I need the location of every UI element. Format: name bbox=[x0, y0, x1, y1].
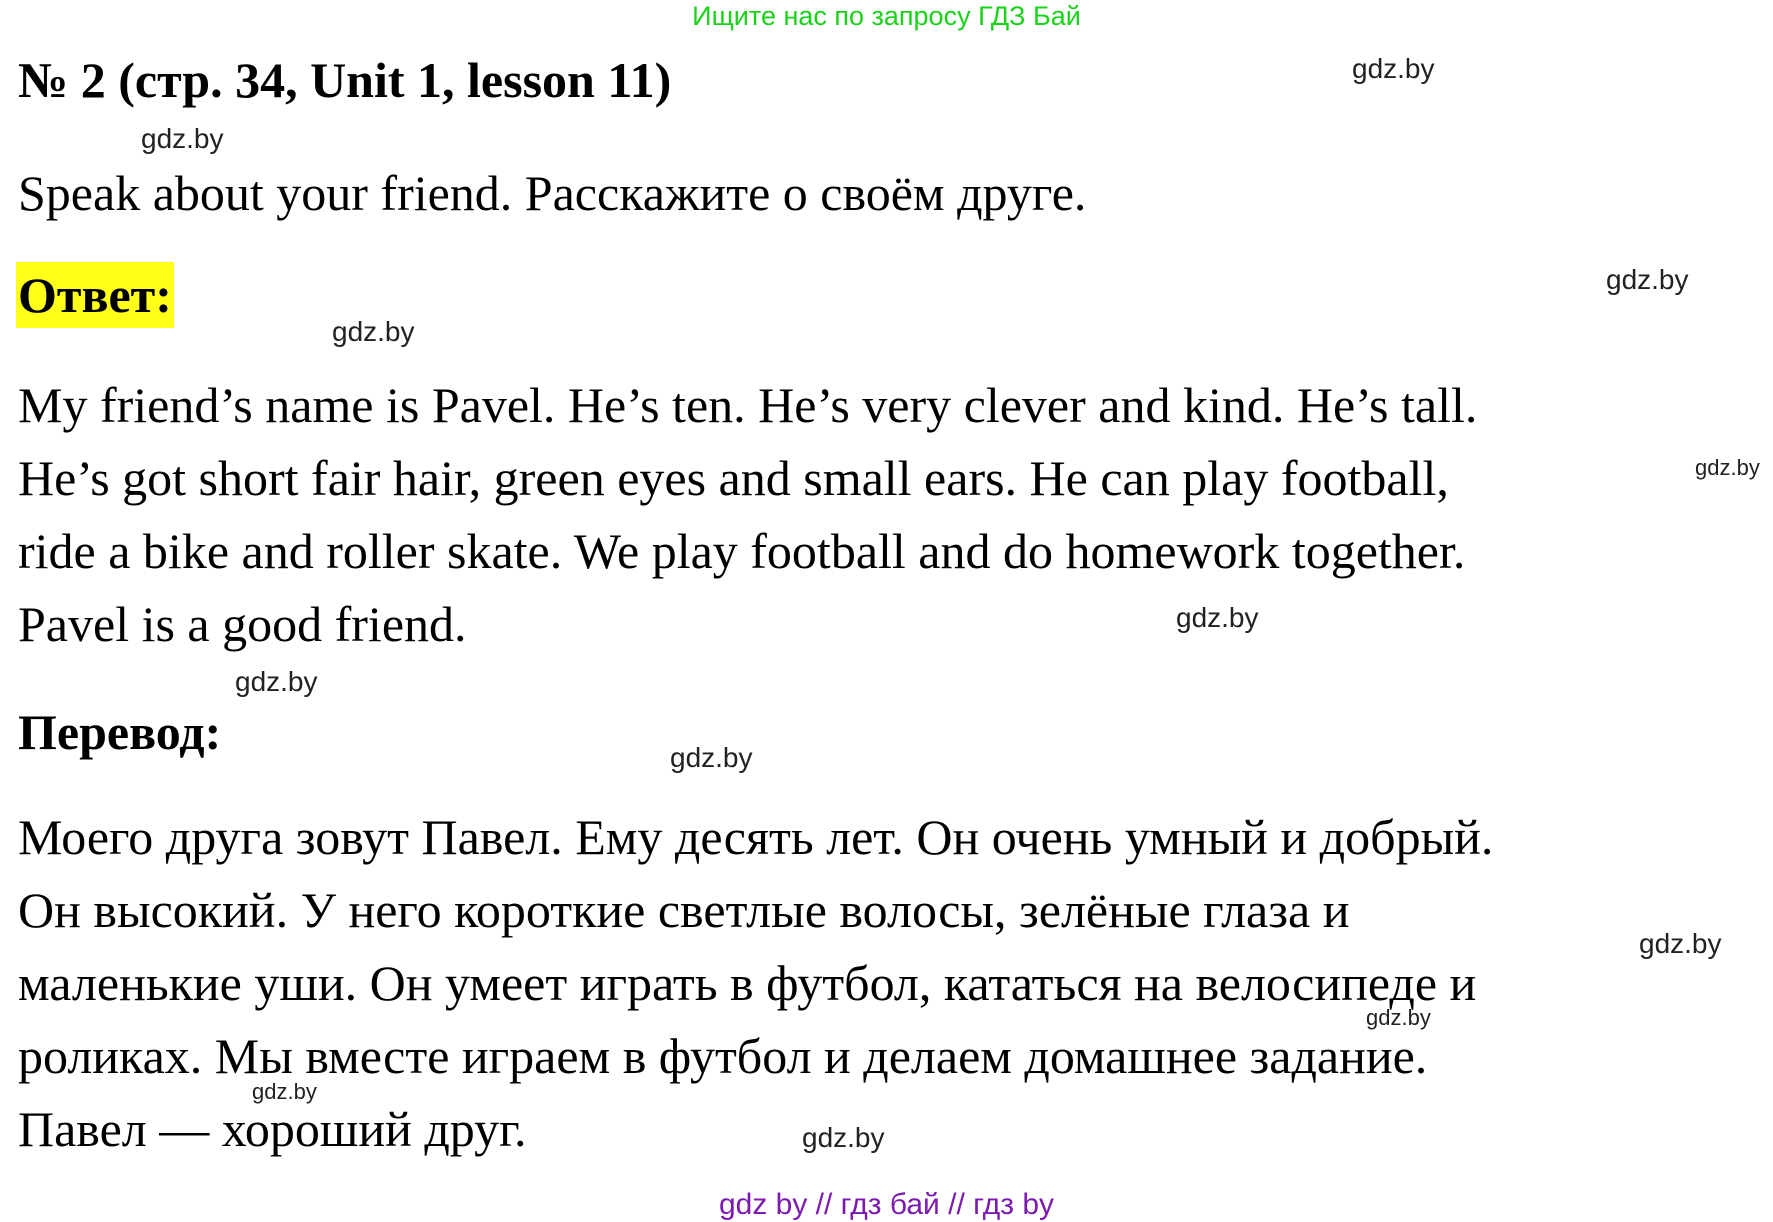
watermark: gdz.by bbox=[1176, 602, 1259, 633]
watermark: gdz.by bbox=[1695, 455, 1760, 480]
answer-label: Ответ: bbox=[16, 262, 174, 328]
watermark: gdz.by bbox=[670, 742, 753, 773]
task-text: Speak about your friend. Расскажите о своём друге. bbox=[18, 165, 1087, 221]
watermark: gdz.by bbox=[332, 316, 415, 347]
translation-line: роликах. Мы вместе играем в футбол и делаем домашнее задание. bbox=[18, 1028, 1428, 1084]
page-title: № 2 (стр. 34, Unit 1, lesson 11) bbox=[18, 52, 672, 108]
answer-line: My friend’s name is Pavel. He’s ten. He’s very clever and kind. He’s tall. bbox=[18, 377, 1478, 433]
translation-line: Моего друга зовут Павел. Ему десять лет. Он очень умный и добрый. bbox=[18, 809, 1494, 865]
watermark: gdz.by bbox=[252, 1079, 317, 1104]
watermark: gdz.by bbox=[1352, 53, 1435, 84]
translation-line: маленькие уши. Он умеет играть в футбол, кататься на велосипеде и bbox=[18, 955, 1477, 1011]
answer-line: ride a bike and roller skate. We play football and do homework together. bbox=[18, 523, 1466, 579]
watermark: gdz.by bbox=[1606, 264, 1689, 295]
watermark: gdz.by bbox=[141, 123, 224, 154]
answer-line: He’s got short fair hair, green eyes and small ears. He can play football, bbox=[18, 450, 1449, 506]
translation-line: Павел — хороший друг. bbox=[18, 1101, 527, 1157]
watermark: gdz.by bbox=[1639, 928, 1722, 959]
watermark: gdz.by bbox=[1366, 1005, 1431, 1030]
footer-links: gdz by // гдз бай // гдз by bbox=[718, 1188, 1055, 1221]
watermark: gdz.by bbox=[802, 1122, 885, 1153]
translation-line: Он высокий. У него короткие светлые волосы, зелёные глаза и bbox=[18, 882, 1350, 938]
answer-line: Pavel is a good friend. bbox=[18, 596, 467, 652]
translation-paragraph bbox=[18, 801, 1493, 1166]
watermark: gdz.by bbox=[235, 666, 318, 697]
top-banner: Ищите нас по запросу ГДЗ Бай bbox=[692, 1, 1081, 31]
translation-label: Перевод: bbox=[18, 704, 222, 760]
